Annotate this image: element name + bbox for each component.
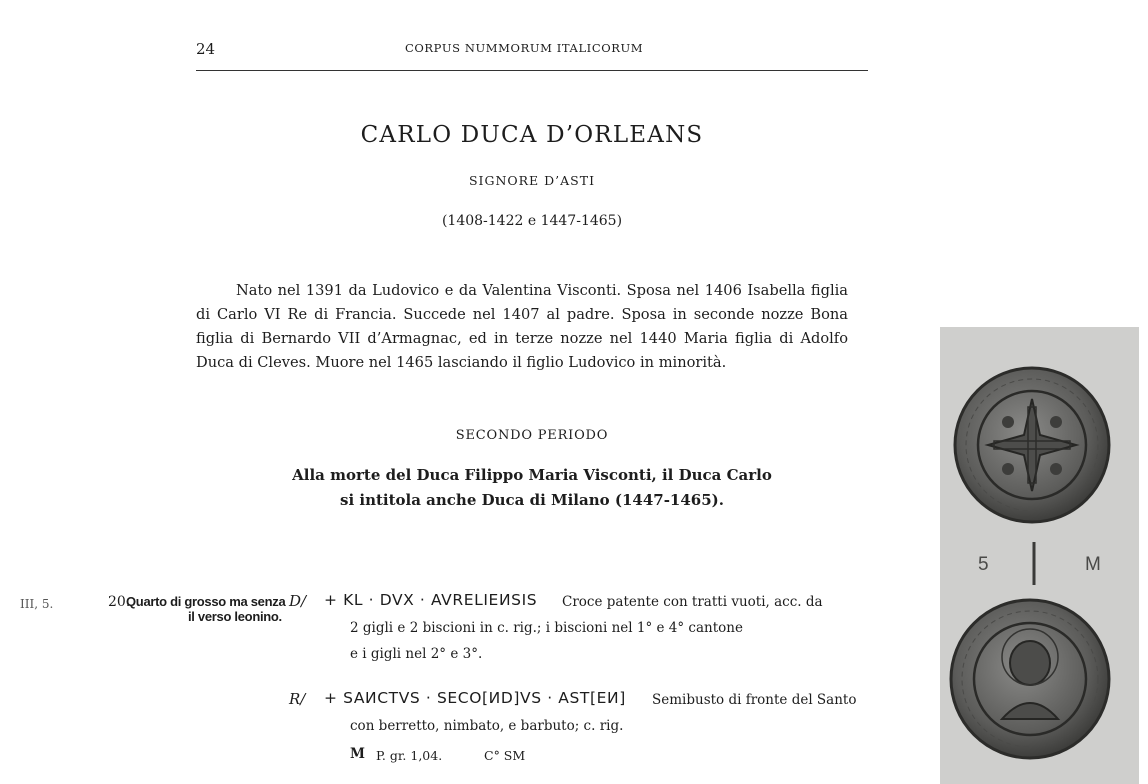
page-number: 24 [196,40,216,58]
chapter-title: CARLO DUCA D’ORLEANS [360,122,704,148]
plate-metal-mark: M [1085,554,1101,575]
coin-photographs [940,327,1139,784]
biography-paragraph: Nato nel 1391 da Ludovico e da Valentina Visconti. Sposa nel 1406 Isabella figlia di Carlo VI Re di Francia. Succede nel 1407 al padre. Sposa in seconde nozze Bona figlia di Bernardo VII d’Armagnac, ed in terze nozze nel 1440 Maria figlia di Adolfo Duca di Cleves. Muore nel 1465 lasciando il figlio Ludovico in minorità. [196,282,848,371]
reverse-legend: + SAИCTVS · SECO[ИD]VS · AST[EИ] [324,689,626,707]
collection-code: C° SM [484,748,526,763]
reverse-text: con berretto, nimbato, e barbuto; c. rig. [350,718,624,734]
obverse-text: e i gigli nel 2° e 3°. [350,646,483,662]
metal-mark: M [350,746,365,762]
running-title: CORPUS NUMMORUM ITALICORUM [405,41,644,55]
chapter-subtitle: SIGNORE D’ASTI [468,173,596,188]
coin-description [126,594,286,624]
obverse-legend: + KL · DVX · AVRELIEИSIS [324,591,538,609]
entry-number: 20. [108,594,131,610]
coin-photo-plate [940,327,1139,784]
reverse-sigil: R/ [289,690,306,708]
obverse-text: Croce patente con tratti vuoti, acc. da [562,594,823,610]
section-title: SECONDO PERIODO [455,428,609,443]
reign-dates: (1408-1422 e 1447-1465) [441,213,623,229]
obverse-text: 2 gigli e 2 biscioni in c. rig.; i biscioni nel 1° e 4° cantone [350,620,743,636]
coin-weight: P. gr. 1,04. [376,748,443,763]
header-rule [196,70,868,71]
reverse-text: Semibusto di fronte del Santo [652,692,857,708]
obverse-sigil: D/ [289,592,307,610]
section-subtitle-line: si intitola anche Duca di Milano (1447-1465). [340,491,724,509]
obverse-coin-image [955,368,1109,522]
section-subtitle-line: Alla morte del Duca Filippo Maria Visconti, il Duca Carlo [292,466,772,484]
coin-description-line: Quarto di grosso ma senza [126,594,286,609]
reverse-coin-image [951,600,1109,758]
coin-description-line: il verso leonino. [188,609,282,624]
plate-number: 5 [978,554,989,575]
section-subtitle [196,463,868,513]
plate-reference: III, 5. [20,597,54,611]
